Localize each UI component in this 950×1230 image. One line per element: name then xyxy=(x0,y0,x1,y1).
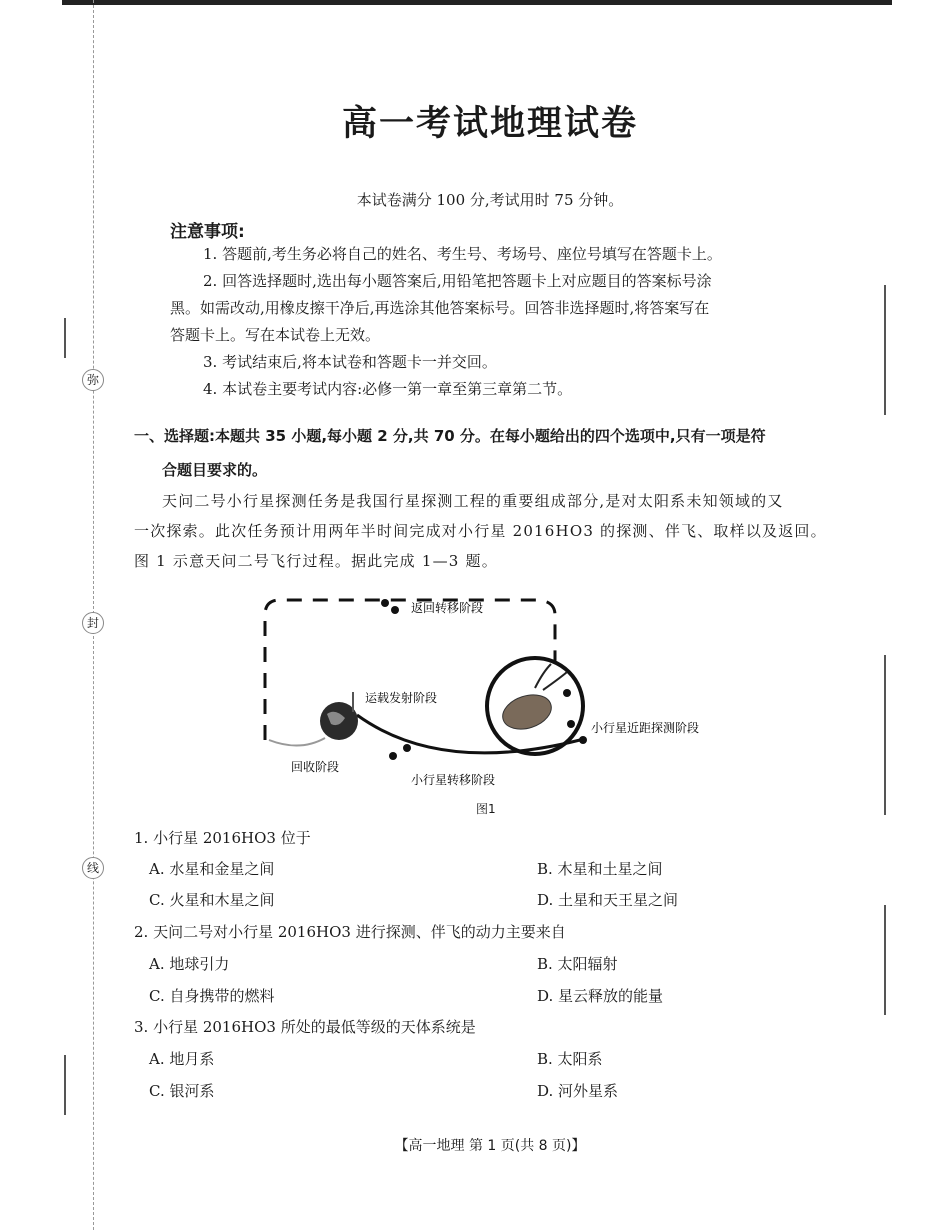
passage-line: 天问二号小行星探测任务是我国行星探测工程的重要组成部分,是对太阳系未知领域的又 xyxy=(162,492,784,510)
label-transfer: 小行星转移阶段 xyxy=(411,773,496,787)
option-a[interactable]: A. 地月系 xyxy=(149,1050,215,1068)
option-c[interactable]: C. 银河系 xyxy=(149,1082,215,1100)
label-launch: 运载发射阶段 xyxy=(365,691,438,705)
option-b[interactable]: B. 太阳辐射 xyxy=(537,955,618,973)
top-border-rule xyxy=(62,0,892,5)
binding-mark-xian: 线 xyxy=(82,857,104,879)
question-stem: 2. 天问二号对小行星 2016HO3 进行探测、伴飞的动力主要来自 xyxy=(134,923,566,941)
spacecraft-dot xyxy=(579,736,587,744)
notice-line: 3. 考试结束后,将本试卷和答题卡一并交回。 xyxy=(203,353,497,371)
label-return-transfer: 返回转移阶段 xyxy=(411,601,484,615)
spacecraft-dot xyxy=(391,606,399,614)
option-d[interactable]: D. 星云释放的能量 xyxy=(537,987,664,1005)
section-heading-cont: 合题目要求的。 xyxy=(162,461,268,479)
notice-line: 黑。如需改动,用橡皮擦干净后,再选涂其他答案标号。回答非选择题时,将答案写在 xyxy=(170,299,710,317)
binding-mark-feng: 封 xyxy=(82,612,104,634)
notice-line: 2. 回答选择题时,选出每小题答案后,用铅笔把答题卡上对应题目的答案标号涂 xyxy=(203,272,712,290)
passage-line: 一次探索。此次任务预计用两年半时间完成对小行星 2016HO3 的探测、伴飞、取样以及返回。 xyxy=(134,522,827,540)
exam-title: 高一考试地理试卷 xyxy=(341,104,638,144)
spacecraft-dot xyxy=(563,689,571,697)
notice-heading: 注意事项: xyxy=(170,222,245,242)
spacecraft-dot xyxy=(403,744,411,752)
option-a[interactable]: A. 地球引力 xyxy=(149,955,230,973)
binding-mark-mi: 弥 xyxy=(82,369,104,391)
spacecraft-dot xyxy=(389,752,397,760)
passage-line: 图 1 示意天问二号飞行过程。据此完成 1—3 题。 xyxy=(134,552,498,570)
scan-edge-mark xyxy=(884,905,886,1015)
option-d[interactable]: D. 河外星系 xyxy=(537,1082,619,1100)
option-d[interactable]: D. 土星和天王星之间 xyxy=(537,891,679,909)
notice-line: 4. 本试卷主要考试内容:必修一第一章至第三章第二节。 xyxy=(203,380,573,398)
page-footer: 【高一地理 第 1 页(共 8 页)】 xyxy=(394,1138,586,1154)
notice-line: 1. 答题前,考生务必将自己的姓名、考生号、考场号、座位号填写在答题卡上。 xyxy=(203,245,722,263)
recovery-path xyxy=(269,738,325,746)
question-stem: 3. 小行星 2016HO3 所处的最低等级的天体系统是 xyxy=(134,1018,476,1036)
option-b[interactable]: B. 太阳系 xyxy=(537,1050,603,1068)
label-near-probe: 小行星近距探测阶段 xyxy=(591,721,700,735)
label-recovery: 回收阶段 xyxy=(291,760,340,774)
option-b[interactable]: B. 木星和土星之间 xyxy=(537,860,663,878)
option-c[interactable]: C. 自身携带的燃料 xyxy=(149,987,275,1005)
section-heading: 一、选择题:本题共 35 小题,每小题 2 分,共 70 分。在每小题给出的四个选项中,只有一项是符 xyxy=(134,427,766,445)
option-a[interactable]: A. 水星和金星之间 xyxy=(149,860,275,878)
scan-edge-mark xyxy=(884,285,886,415)
scan-edge-mark xyxy=(64,318,66,358)
transfer-path xyxy=(357,715,580,753)
spacecraft-dot xyxy=(567,720,575,728)
scan-edge-mark xyxy=(64,1055,66,1115)
option-c[interactable]: C. 火星和木星之间 xyxy=(149,891,275,909)
flight-process-figure xyxy=(255,590,725,805)
scan-edge-mark xyxy=(884,655,886,815)
figure-caption: 图1 xyxy=(476,802,496,816)
asteroid-icon xyxy=(498,689,555,735)
notice-line: 答题卡上。写在本试卷上无效。 xyxy=(170,326,381,344)
question-stem: 1. 小行星 2016HO3 位于 xyxy=(134,829,311,847)
spacecraft-dot xyxy=(381,599,389,607)
exam-subtitle: 本试卷满分 100 分,考试用时 75 分钟。 xyxy=(356,191,624,209)
